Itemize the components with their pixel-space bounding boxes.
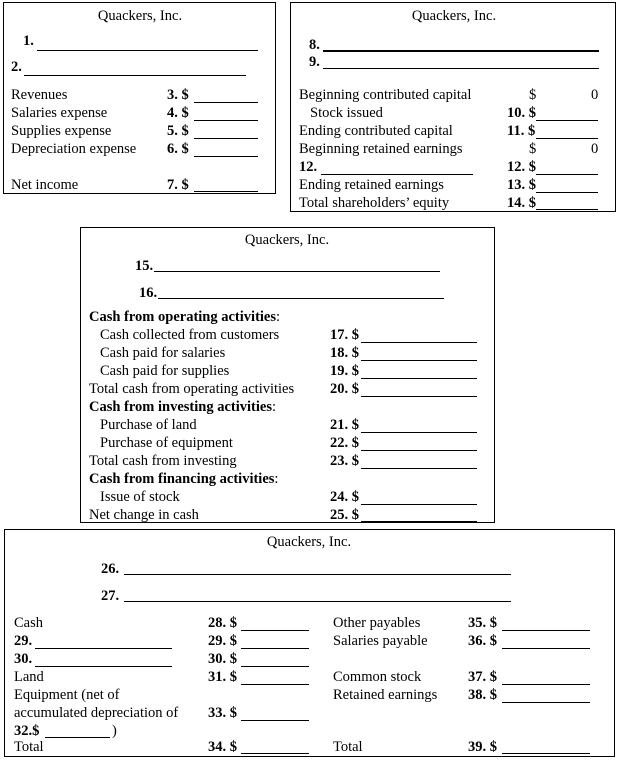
other-payables-label: Other payables	[333, 615, 421, 631]
blank-2-number: 2.	[11, 59, 22, 75]
beginning-contributed-capital-value: 0	[591, 87, 599, 103]
total-assets-label: Total	[14, 739, 44, 755]
blank-22-number: 22. $	[330, 435, 359, 451]
financing-activities-heading	[89, 470, 278, 488]
blank-32-number: 32.$	[14, 723, 40, 739]
blank-15-line[interactable]	[154, 271, 440, 272]
blank-31-number: 31. $	[208, 669, 237, 685]
blank-5-line[interactable]	[194, 138, 258, 139]
blank-7-line[interactable]	[194, 191, 258, 192]
blank-16-number: 16.	[139, 285, 158, 301]
blank-18-number: 18. $	[330, 345, 359, 361]
blank-8-line[interactable]	[323, 50, 599, 52]
blank-4-number: 4. $	[167, 105, 189, 121]
investing-activities-heading-colon: :	[272, 399, 277, 415]
blank-37-number: 37. $	[468, 669, 497, 685]
stock-issued-label: Stock issued	[310, 105, 383, 121]
blank-2-line[interactable]	[24, 75, 246, 76]
blank-4-line[interactable]	[194, 120, 258, 121]
equipment-label: Equipment (net of	[14, 687, 120, 703]
blank-26-number: 26.	[101, 561, 120, 577]
blank-1-line[interactable]	[37, 50, 258, 51]
equity-statement-title: Quackers, Inc.	[411, 8, 497, 24]
salaries-expense-label: Salaries expense	[11, 105, 108, 121]
cash-label: Cash	[14, 615, 43, 631]
total-shareholders-equity-label: Total shareholders’ equity	[299, 195, 450, 211]
blank-32-line[interactable]	[45, 737, 110, 738]
cash-paid-salaries-label: Cash paid for salaries	[100, 345, 226, 361]
blank-14-number: 14. $	[507, 195, 536, 211]
blank-35-line[interactable]	[502, 630, 590, 631]
blank-17-number: 17. $	[330, 327, 359, 343]
blank-27-number: 27.	[101, 588, 120, 604]
blank-23-number: 23. $	[330, 453, 359, 469]
blank-1-number: 1.	[23, 33, 34, 49]
salaries-payable-label: Salaries payable	[333, 633, 428, 649]
equipment-close-paren: )	[112, 723, 117, 739]
blank-8-number: 8.	[309, 37, 320, 53]
common-stock-label: Common stock	[333, 669, 422, 685]
blank-11-number: 11. $	[507, 123, 536, 139]
blank-35-number: 35. $	[468, 615, 497, 631]
income-statement-box	[3, 2, 276, 194]
blank-15-number: 15.	[135, 258, 154, 274]
blank-7-number: 7. $	[167, 177, 189, 193]
income-statement-title: Quackers, Inc.	[97, 8, 183, 24]
investing-activities-heading-text: Cash from investing activities	[89, 399, 272, 415]
blank-29-line[interactable]	[241, 648, 309, 649]
blank-3-line[interactable]	[194, 102, 258, 103]
ending-contributed-capital-label: Ending contributed capital	[299, 123, 453, 139]
beginning-contributed-capital-dollar: $	[529, 87, 537, 103]
blank-6-number: 6. $	[167, 141, 189, 157]
blank-10-line[interactable]	[536, 120, 598, 121]
blank-12-number: 12. $	[507, 159, 536, 175]
blank-33-line[interactable]	[241, 720, 309, 721]
issue-stock-label: Issue of stock	[100, 489, 180, 505]
total-operating-label: Total cash from operating activities	[89, 381, 295, 397]
blank-28-line[interactable]	[241, 630, 309, 631]
blank-37-line[interactable]	[502, 684, 590, 685]
investing-activities-heading	[89, 398, 276, 416]
operating-activities-heading-colon: :	[276, 309, 281, 325]
blank-25-line[interactable]	[361, 521, 477, 522]
blank-28-number: 28. $	[208, 615, 237, 631]
blank-12-label-line[interactable]	[321, 174, 473, 175]
blank-14-line[interactable]	[536, 209, 598, 210]
blank-10-number: 10. $	[507, 105, 536, 121]
beginning-retained-earnings-value: 0	[591, 141, 599, 157]
blank-11-line[interactable]	[536, 138, 598, 139]
blank-9-number: 9.	[309, 54, 320, 70]
blank-5-number: 5. $	[167, 123, 189, 139]
revenues-label: Revenues	[11, 87, 68, 103]
blank-29-number: 29. $	[208, 633, 237, 649]
blank-31-line[interactable]	[241, 684, 309, 685]
blank-17-line[interactable]	[361, 342, 477, 343]
beginning-contributed-capital-label: Beginning contributed capital	[299, 87, 472, 103]
blank-21-line[interactable]	[361, 432, 477, 433]
blank-18-line[interactable]	[361, 360, 477, 361]
blank-39-number: 39. $	[468, 739, 497, 755]
blank-30-label-line[interactable]	[35, 666, 172, 667]
blank-12-label-number: 12.	[299, 159, 318, 175]
blank-29-label-number: 29.	[14, 633, 33, 649]
total-liabilities-equity-label: Total	[333, 739, 363, 755]
blank-30-line[interactable]	[241, 666, 309, 667]
land-label: Land	[14, 669, 44, 685]
blank-27-line[interactable]	[124, 601, 511, 602]
blank-29-label-line[interactable]	[35, 648, 172, 649]
blank-30-label-number: 30.	[14, 651, 33, 667]
blank-24-number: 24. $	[330, 489, 359, 505]
blank-26-line[interactable]	[124, 574, 511, 575]
blank-38-number: 38. $	[468, 687, 497, 703]
retained-earnings-label: Retained earnings	[333, 687, 438, 703]
purchase-equipment-label: Purchase of equipment	[100, 435, 233, 451]
total-investing-label: Total cash from investing	[89, 453, 237, 469]
blank-36-number: 36. $	[468, 633, 497, 649]
blank-38-line[interactable]	[502, 702, 590, 703]
blank-20-line[interactable]	[361, 396, 477, 397]
blank-30-number: 30. $	[208, 651, 237, 667]
blank-9-line[interactable]	[323, 68, 599, 69]
blank-6-line[interactable]	[194, 156, 258, 157]
balance-sheet-title: Quackers, Inc.	[266, 534, 352, 550]
accumulated-depreciation-label: accumulated depreciation of	[14, 705, 179, 721]
operating-activities-heading	[89, 308, 280, 326]
blank-13-number: 13. $	[507, 177, 536, 193]
blank-33-number: 33. $	[208, 705, 237, 721]
purchase-land-label: Purchase of land	[100, 417, 197, 433]
cash-paid-supplies-label: Cash paid for supplies	[100, 363, 230, 379]
beginning-retained-earnings-label: Beginning retained earnings	[299, 141, 463, 157]
cash-collected-label: Cash collected from customers	[100, 327, 280, 343]
blank-34-number: 34. $	[208, 739, 237, 755]
blank-12-line[interactable]	[536, 174, 598, 175]
financing-activities-heading-colon: :	[274, 471, 279, 487]
blank-21-number: 21. $	[330, 417, 359, 433]
cash-flow-statement-box	[80, 227, 495, 523]
equity-statement-box	[290, 2, 616, 212]
operating-activities-heading-text: Cash from operating activities	[89, 309, 276, 325]
blank-25-number: 25. $	[330, 507, 359, 523]
blank-20-number: 20. $	[330, 381, 359, 397]
blank-13-line[interactable]	[536, 192, 598, 193]
blank-36-line[interactable]	[502, 648, 590, 649]
blank-39-line[interactable]	[502, 753, 590, 754]
blank-24-line[interactable]	[361, 504, 477, 505]
blank-16-line[interactable]	[158, 298, 444, 299]
financing-activities-heading-text: Cash from financing activities	[89, 471, 275, 487]
beginning-retained-earnings-dollar: $	[529, 141, 537, 157]
balance-sheet-box	[4, 529, 615, 757]
net-change-cash-label: Net change in cash	[89, 507, 199, 523]
blank-19-line[interactable]	[361, 378, 477, 379]
cash-flow-statement-title: Quackers, Inc.	[244, 232, 330, 248]
blank-19-number: 19. $	[330, 363, 359, 379]
blank-34-line[interactable]	[241, 753, 309, 754]
depreciation-expense-label: Depreciation expense	[11, 141, 137, 157]
net-income-label: Net income	[11, 177, 79, 193]
blank-22-line[interactable]	[361, 450, 477, 451]
blank-23-line[interactable]	[361, 468, 477, 469]
blank-3-number: 3. $	[167, 87, 189, 103]
ending-retained-earnings-label: Ending retained earnings	[299, 177, 444, 193]
supplies-expense-label: Supplies expense	[11, 123, 112, 139]
